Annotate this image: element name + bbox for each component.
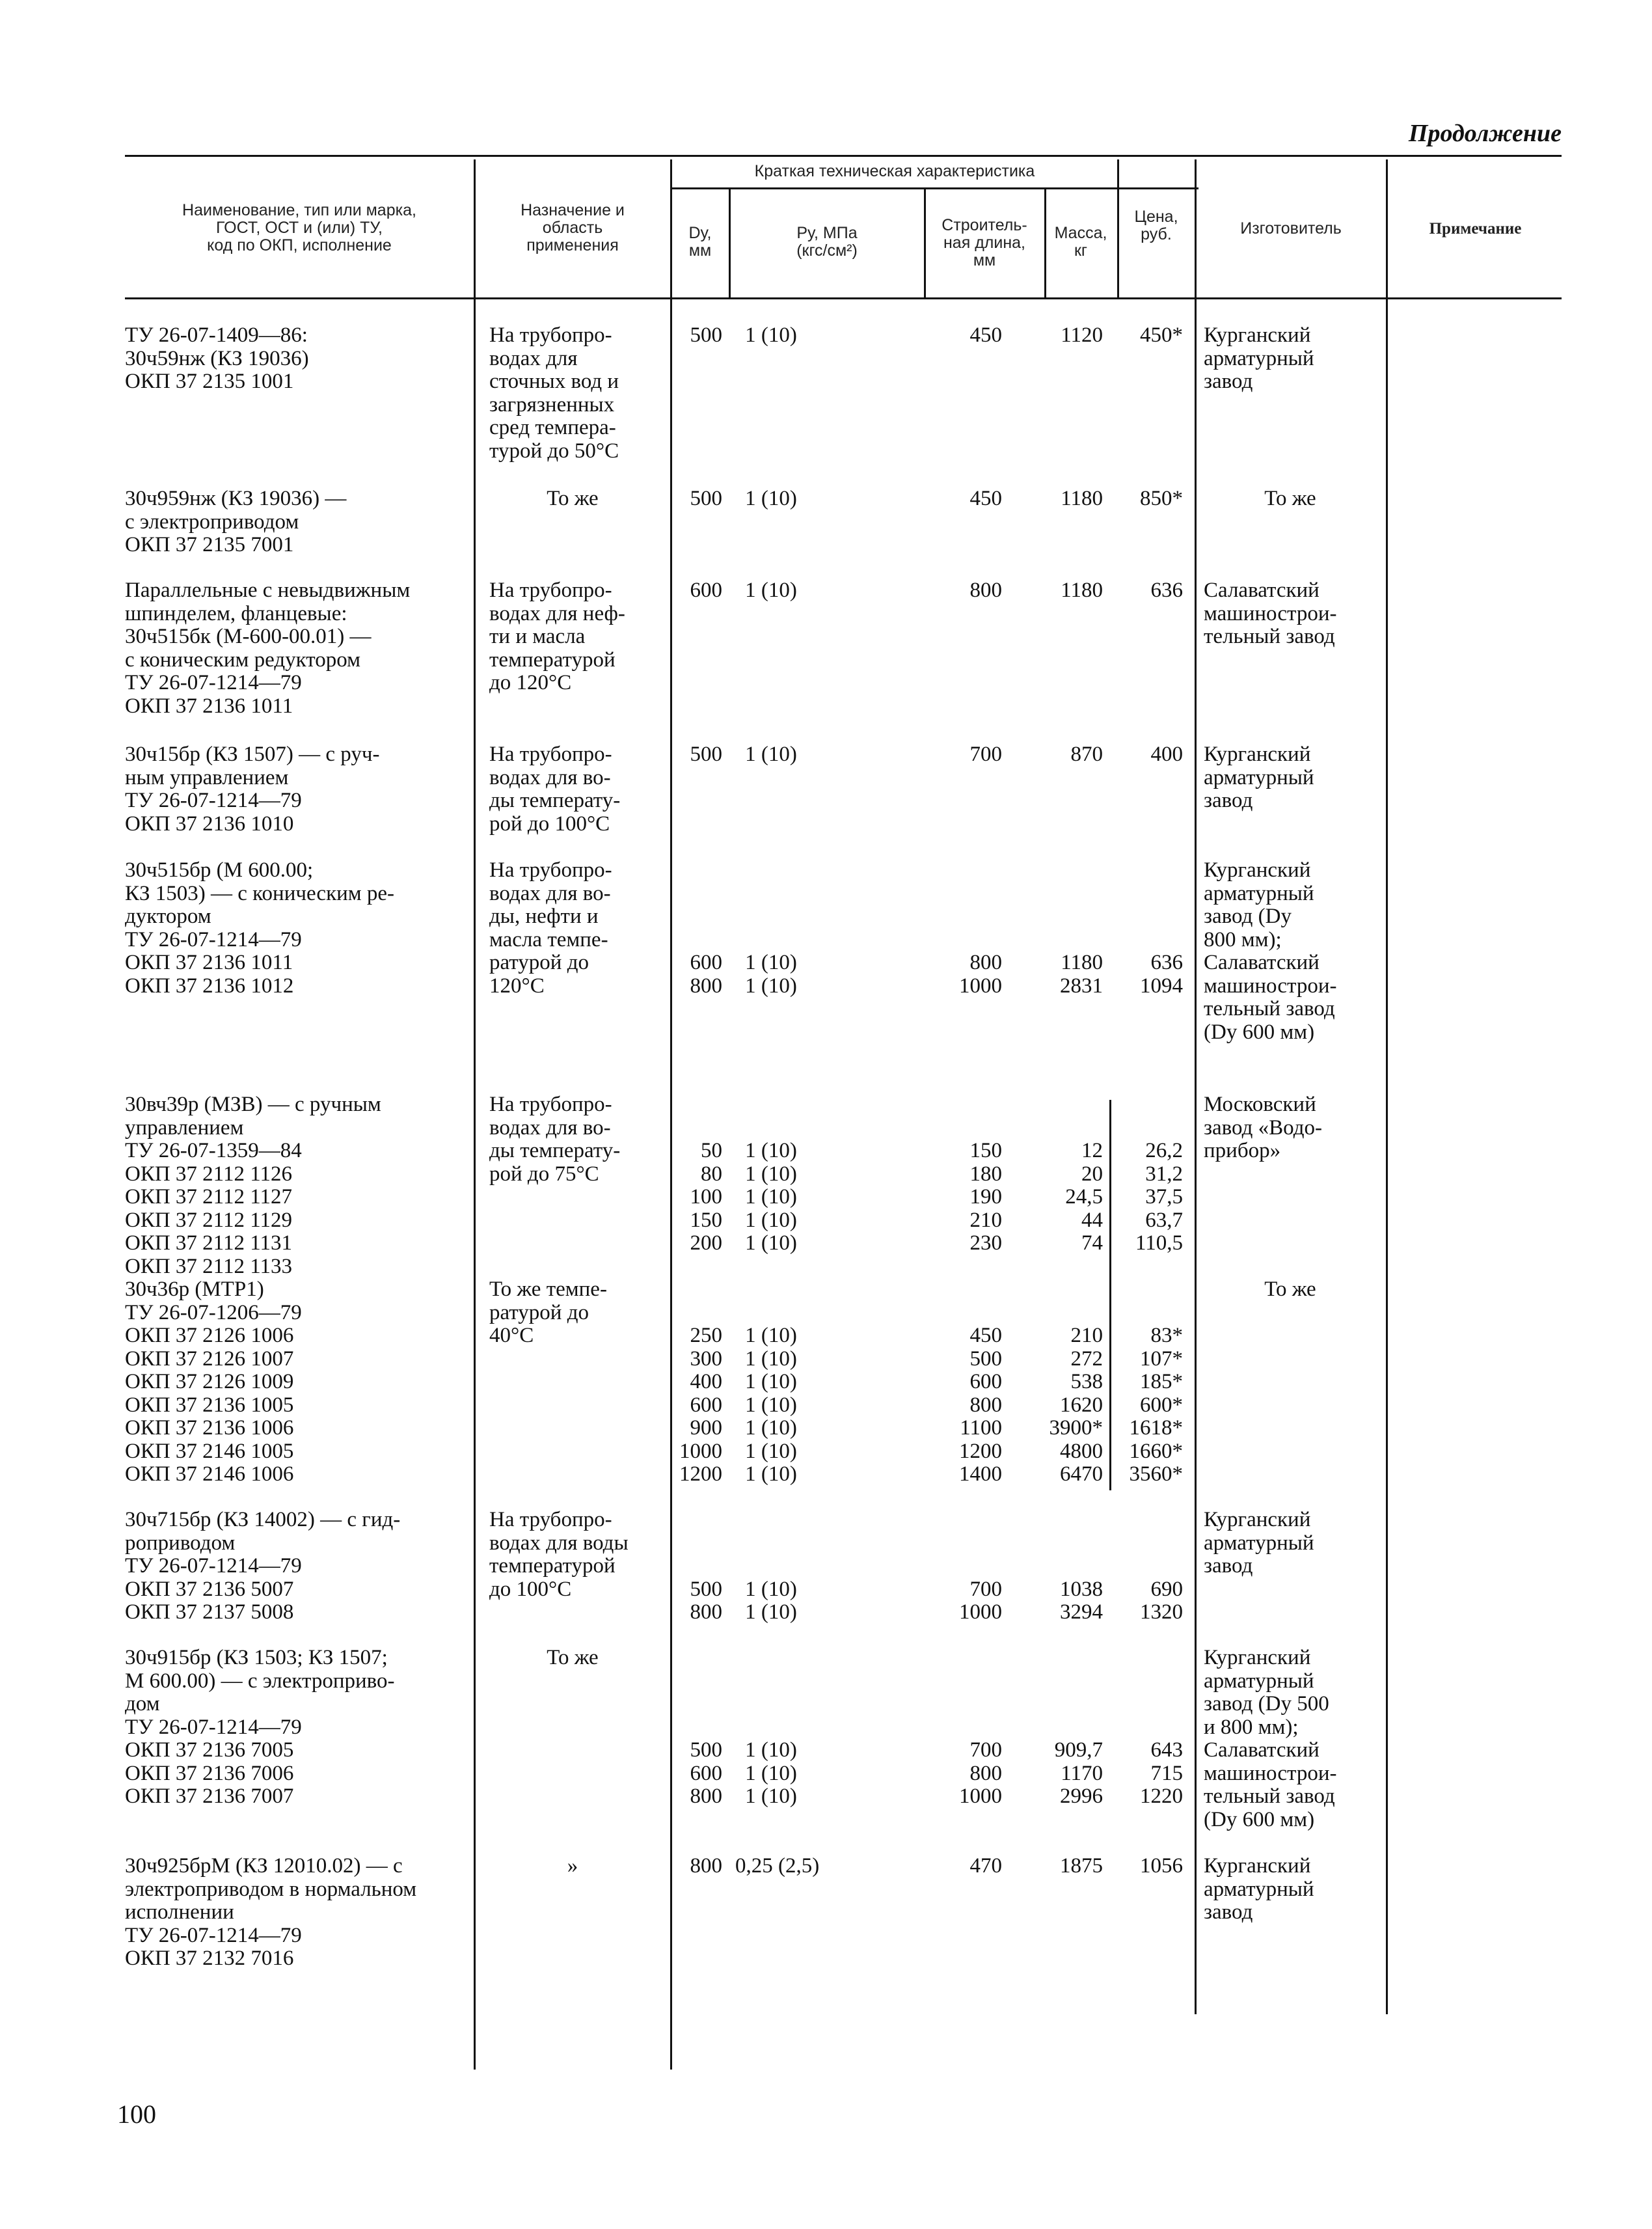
row-0-py: 1 (10) <box>745 323 797 347</box>
row-5-mass: 12 20 24,5 44 74 <box>1065 1139 1103 1255</box>
row-9-name: 30ч925брМ (КЗ 12010.02) — с электроприводом в нормальном исполнении ТУ 26-07-1214—79 ОКП 37 2132 7016 <box>125 1854 417 1970</box>
row-2-py: 1 (10) <box>745 579 797 602</box>
row-7-length: 700 1000 <box>959 1577 1002 1624</box>
header-brief-spec: Краткая техническая характеристика <box>754 162 1035 180</box>
row-9-mass: 1875 <box>1060 1854 1103 1878</box>
row-8-maker: Курганский арматурный завод (Dу 500 и 800 мм); Салаватский машинострои- тельный завод (Dу 600 мм) <box>1204 1646 1337 1831</box>
row-9-maker: Курганский арматурный завод <box>1204 1854 1314 1924</box>
row-6-dy: 250 300 400 600 900 1000 1200 <box>679 1324 722 1486</box>
row-6-name: 30ч36р (МТР1) ТУ 26-07-1206—79 ОКП 37 2126 1006 ОКП 37 2126 1007 ОКП 37 2126 1009 ОКП 37 2136 1005 ОКП 37 2136 1006 ОКП 37 2146 1005 ОКП 37 2146 1006 <box>125 1278 302 1486</box>
page-number: 100 <box>117 2099 156 2129</box>
row-7-purpose: На трубопро- водах для воды температурой до 100°С <box>489 1508 629 1601</box>
row-6-mass: 210 272 538 1620 3900* 4800 6470 <box>1049 1324 1103 1486</box>
header-name: Наименование, тип или марка, ГОСТ, ОСТ и (или) ТУ, код по ОКП, исполнение <box>182 201 416 254</box>
row-1-mass: 1180 <box>1061 487 1103 510</box>
col-rule-maker <box>1195 159 1197 2014</box>
spec-group-rule <box>670 187 1198 189</box>
row-1-maker: То же <box>1264 487 1316 510</box>
row-4-length: 800 1000 <box>959 951 1002 998</box>
row-8-dy: 500 600 800 <box>690 1738 722 1808</box>
row-0-purpose: На трубопро- водах для сточных вод и загрязненных сред темпера- турой до 50°С <box>489 323 619 463</box>
row-9-purpose: » <box>567 1854 578 1878</box>
row-6-price: 83* 107* 185* 600* 1618* 1660* 3560* <box>1129 1324 1183 1486</box>
row-4-name: 30ч515бр (М 600.00; КЗ 1503) — с коническим ре- дуктором ТУ 26-07-1214—79 ОКП 37 2136 1011 ОКП 37 2136 1012 <box>125 858 395 998</box>
row-9-length: 470 <box>969 1854 1002 1878</box>
row-2-maker: Салаватский машинострои- тельный завод <box>1204 579 1337 648</box>
row-3-dy: 500 <box>690 743 722 766</box>
row-8-price: 643 715 1220 <box>1140 1738 1183 1808</box>
row-8-mass: 909,7 1170 2996 <box>1054 1738 1103 1808</box>
row-2-length: 800 <box>969 579 1002 602</box>
row-6-py: 1 (10) 1 (10) 1 (10) 1 (10) 1 (10) 1 (10) 1 (10) <box>745 1324 797 1486</box>
row-5-py: 1 (10) 1 (10) 1 (10) 1 (10) 1 (10) <box>745 1139 797 1255</box>
header-mass: Масса, кг <box>1054 224 1107 260</box>
row-0-dy: 500 <box>690 323 722 347</box>
row-0-length: 450 <box>969 323 1002 347</box>
row-6-maker: То же <box>1264 1278 1316 1301</box>
row-3-mass: 870 <box>1070 743 1103 766</box>
header-py: Pу, МПа (кгс/см²) <box>796 224 858 260</box>
row-5-name: 30вч39р (МЗВ) — с ручным управлением ТУ 26-07-1359—84 ОКП 37 2112 1126 ОКП 37 2112 1127 ОКП 37 2112 1129 ОКП 37 2112 1131 ОКП 37 2112 1133 <box>125 1093 381 1278</box>
row-1-purpose: То же <box>547 487 599 510</box>
row-4-dy: 600 800 <box>690 951 722 998</box>
row-3-price: 400 <box>1150 743 1183 766</box>
row-9-dy: 800 <box>690 1854 722 1878</box>
row-2-price: 636 <box>1150 579 1183 602</box>
row-8-name: 30ч915бр (КЗ 1503; КЗ 1507; М 600.00) — с электроприво- дом ТУ 26-07-1214—79 ОКП 37 2136 7005 ОКП 37 2136 7006 ОКП 37 2136 7007 <box>125 1646 395 1808</box>
row-5-maker: Московский завод «Водо- прибор» <box>1204 1093 1322 1162</box>
row-5-purpose: На трубопро- водах для во- ды температу- рой до 75°С <box>489 1093 621 1186</box>
row-0-mass: 1120 <box>1061 323 1103 347</box>
header-price: Цена, руб. <box>1134 208 1178 243</box>
row-4-price: 636 1094 <box>1140 951 1183 998</box>
row-7-py: 1 (10) 1 (10) <box>745 1577 797 1624</box>
row-4-purpose: На трубопро- водах для во- ды, нефти и масла темпе- ратурой до 120°С <box>489 858 612 998</box>
header-length: Строитель- ная длина, мм <box>941 216 1027 269</box>
row-7-maker: Курганский арматурный завод <box>1204 1508 1314 1578</box>
header-purpose: Назначение и область применения <box>521 201 625 254</box>
row-8-length: 700 800 1000 <box>959 1738 1002 1808</box>
col-rule-purpose <box>474 159 476 2070</box>
row-7-price: 690 1320 <box>1140 1577 1183 1624</box>
row-4-py: 1 (10) 1 (10) <box>745 951 797 998</box>
row-7-dy: 500 800 <box>690 1577 722 1624</box>
row-2-purpose: На трубопро- водах для неф- ти и масла температурой до 120°С <box>489 579 625 694</box>
row-3-py: 1 (10) <box>745 743 797 766</box>
row-4-maker: Курганский арматурный завод (Dу 800 мм); Салаватский машинострои- тельный завод (Dу 600 мм) <box>1204 858 1337 1044</box>
row-1-py: 1 (10) <box>745 487 797 510</box>
header-maker: Изготовитель <box>1240 219 1342 238</box>
continuation-label: Продолжение <box>1408 120 1562 147</box>
row-9-py: 0,25 (2,5) <box>735 1854 820 1878</box>
row-2-mass: 1180 <box>1061 579 1103 602</box>
row-5-price: 26,2 31,2 37,5 63,7 110,5 <box>1135 1139 1183 1255</box>
row-8-py: 1 (10) 1 (10) 1 (10) <box>745 1738 797 1808</box>
row-3-name: 30ч15бр (КЗ 1507) — с руч- ным управлением ТУ 26-07-1214—79 ОКП 37 2136 1010 <box>125 743 380 836</box>
col-rule-py <box>729 187 731 298</box>
col-rule-dy <box>670 159 672 2070</box>
row-6-purpose: То же темпе- ратурой до 40°С <box>489 1278 607 1347</box>
row-1-price: 850* <box>1140 487 1183 510</box>
row-4-mass: 1180 2831 <box>1060 951 1103 998</box>
row-1-name: 30ч959нж (КЗ 19036) — с электроприводом ОКП 37 2135 7001 <box>125 487 347 556</box>
row-2-dy: 600 <box>690 579 722 602</box>
row-5-dy: 50 80 100 150 200 <box>690 1139 722 1255</box>
row-0-maker: Курганский арматурный завод <box>1204 323 1314 393</box>
row-8-purpose: То же <box>547 1646 599 1669</box>
row-0-price: 450* <box>1140 323 1183 347</box>
row-5-length: 150 180 190 210 230 <box>969 1139 1002 1255</box>
row-9-price: 1056 <box>1140 1854 1183 1878</box>
row-6-length: 450 500 600 800 1100 1200 1400 <box>959 1324 1002 1486</box>
row-1-dy: 500 <box>690 487 722 510</box>
header-note: Примечание <box>1429 220 1522 238</box>
table-top-rule <box>125 155 1562 157</box>
row-0-name: ТУ 26-07-1409—86: 30ч59нж (КЗ 19036) ОКП 37 2135 1001 <box>125 323 309 393</box>
row-3-length: 700 <box>969 743 1002 766</box>
row-7-name: 30ч715бр (КЗ 14002) — с гид- роприводом ТУ 26-07-1214—79 ОКП 37 2136 5007 ОКП 37 2137 5008 <box>125 1508 401 1624</box>
row-1-length: 450 <box>969 487 1002 510</box>
header-dy: Dу, мм <box>688 224 712 260</box>
row-3-maker: Курганский арматурный завод <box>1204 743 1314 812</box>
row-2-name: Параллельные с невыдвижным шпинделем, фланцевые: 30ч515бк (М-600-00.01) — с коническим редуктором ТУ 26-07-1214—79 ОКП 37 2136 1011 <box>125 579 411 718</box>
col-rule-note <box>1386 159 1388 2014</box>
row-3-purpose: На трубопро- водах для во- ды температу- рой до 100°С <box>489 743 621 836</box>
row-7-mass: 1038 3294 <box>1060 1577 1103 1624</box>
header-bottom-rule <box>125 297 1562 299</box>
